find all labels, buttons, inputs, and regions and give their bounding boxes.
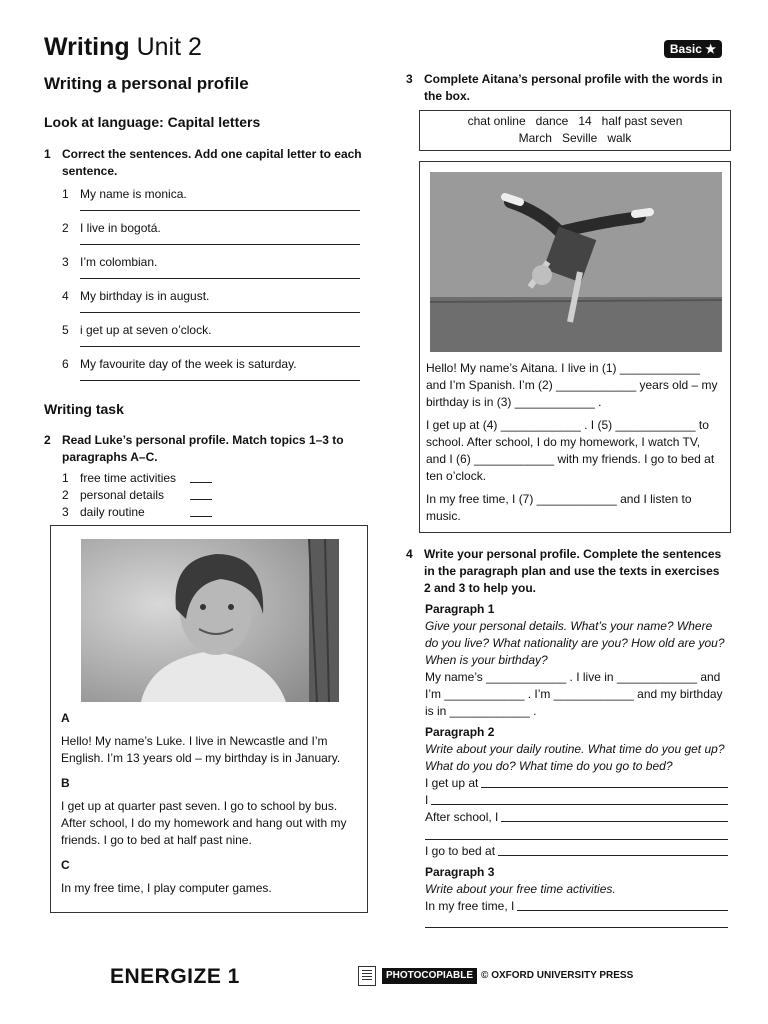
exercise-1-item: 2 I live in bogotá. (44, 220, 364, 254)
aitana-paragraph-3: In my free time, I (7) ____________ and I listen to music. (426, 492, 692, 524)
boy-portrait-image (81, 539, 339, 702)
exercise-4-prompt: 4 Write your personal profile. Complete the sentences in the paragraph plan and use the texts in exercises 2 and 3 to help you. (406, 547, 722, 596)
topic-item: 1 free time activities (44, 470, 364, 487)
photocopiable-label: PHOTOCOPIABLE (382, 968, 477, 984)
page-subtitle: Writing a personal profile (44, 74, 249, 93)
paragraph-label-b: B (61, 776, 70, 791)
aitana-photo (430, 172, 722, 352)
luke-paragraph-a: Hello! My name’s Luke. I live in Newcastle and I’m English. I’m 13 years old – my birthday is in January. (61, 734, 341, 766)
write-line[interactable]: In my free time, I (425, 898, 728, 915)
level-badge: Basic ★ (664, 40, 722, 58)
exercise-1 (44, 146, 364, 390)
luke-paragraph-b: I get up at quarter past seven. I go to school by bus. After school, I do my homework and hang out with my friends. I go to bed at half past nine. (61, 799, 347, 848)
paragraph-label-a: A (61, 711, 70, 725)
exercise-2 (44, 432, 364, 521)
exercise-1-item: 6 My favourite day of the week is saturday. (44, 356, 364, 390)
exercise-1-item: 5 i get up at seven o’clock. (44, 322, 364, 356)
write-line[interactable] (425, 915, 728, 928)
answer-blank[interactable] (190, 470, 212, 483)
paragraph-2-heading: Paragraph 2 (425, 725, 495, 740)
topic-item: 2 personal details (44, 487, 364, 504)
paragraph-2-instructions: Write about your daily routine. What time do you get up? What do you do? What time do you go to bed? (425, 742, 725, 774)
exercise-4 (406, 546, 728, 928)
exercise-1-item: 3 I’m colombian. (44, 254, 364, 288)
energize-logo: ENERGIZE 1 (110, 965, 240, 988)
luke-paragraph-c: In my free time, I play computer games. (61, 881, 272, 896)
section-heading-language: Look at language: Capital letters (44, 114, 261, 130)
answer-blank[interactable] (190, 504, 212, 517)
word-box: chat online dance 14 half past seven March Seville walk (419, 110, 731, 151)
paragraph-label-c: C (61, 858, 70, 873)
answer-line[interactable] (80, 340, 360, 347)
answer-line[interactable] (80, 238, 360, 245)
write-line[interactable]: I go to bed at (425, 843, 728, 860)
aitana-profile-box (419, 161, 731, 533)
exercise-3-prompt: 3 Complete Aitana’s personal profile with the words in the box. (406, 72, 723, 104)
answer-line[interactable] (80, 374, 360, 381)
answer-line[interactable] (80, 306, 360, 313)
page-title: Writing Unit 2 (44, 33, 202, 61)
topic-item: 3 daily routine (44, 504, 364, 521)
section-heading-task: Writing task (44, 401, 124, 417)
aitana-paragraph-2: I get up at (4) ____________ . I (5) ____________ to school. After school, I do my homework, I watch TV, and I (6) ____________ with my friends. I go to bed at ten o’clock. (426, 418, 715, 484)
luke-photo (81, 539, 339, 702)
exercise-1-item: 4 My birthday is in august. (44, 288, 364, 322)
exercise-1-item: 1 My name is monica. (44, 186, 364, 220)
answer-blank[interactable] (190, 487, 212, 500)
breakdancer-image (430, 172, 722, 352)
exercise-2-prompt: 2 Read Luke’s personal profile. Match topics 1–3 to paragraphs A–C. (44, 433, 344, 465)
exercise-3 (406, 71, 726, 105)
exercise-1-prompt: 1 Correct the sentences. Add one capital letter to each sentence. (44, 147, 362, 179)
footer-credits (358, 966, 633, 986)
paragraph-1-instructions: Give your personal details. What’s your name? Where do you live? What nationality are you? How old are you? When is your birthday? (425, 619, 725, 668)
publisher-label: © OXFORD UNIVERSITY PRESS (481, 969, 634, 981)
luke-profile-box (50, 525, 368, 913)
paragraph-1-fill[interactable]: My name’s ____________ . I live in ____________ and I’m ____________ . I’m ____________ and my birthday is in ____________ . (425, 670, 723, 719)
write-line[interactable]: I (425, 792, 728, 809)
paragraph-3-instructions: Write about your free time activities. (425, 881, 616, 896)
write-line[interactable]: After school, I (425, 809, 728, 826)
photocopy-icon (358, 966, 376, 986)
answer-line[interactable] (80, 272, 360, 279)
write-line[interactable] (425, 827, 728, 840)
paragraph-1-heading: Paragraph 1 (425, 602, 495, 617)
write-line[interactable]: I get up at (425, 775, 728, 792)
paragraph-3-heading: Paragraph 3 (425, 864, 495, 879)
aitana-paragraph-1: Hello! My name’s Aitana. I live in (1) ____________ and I’m Spanish. I’m (2) ____________ years old – my birthday is in (3) ____________ . (426, 361, 718, 410)
answer-line[interactable] (80, 204, 360, 211)
